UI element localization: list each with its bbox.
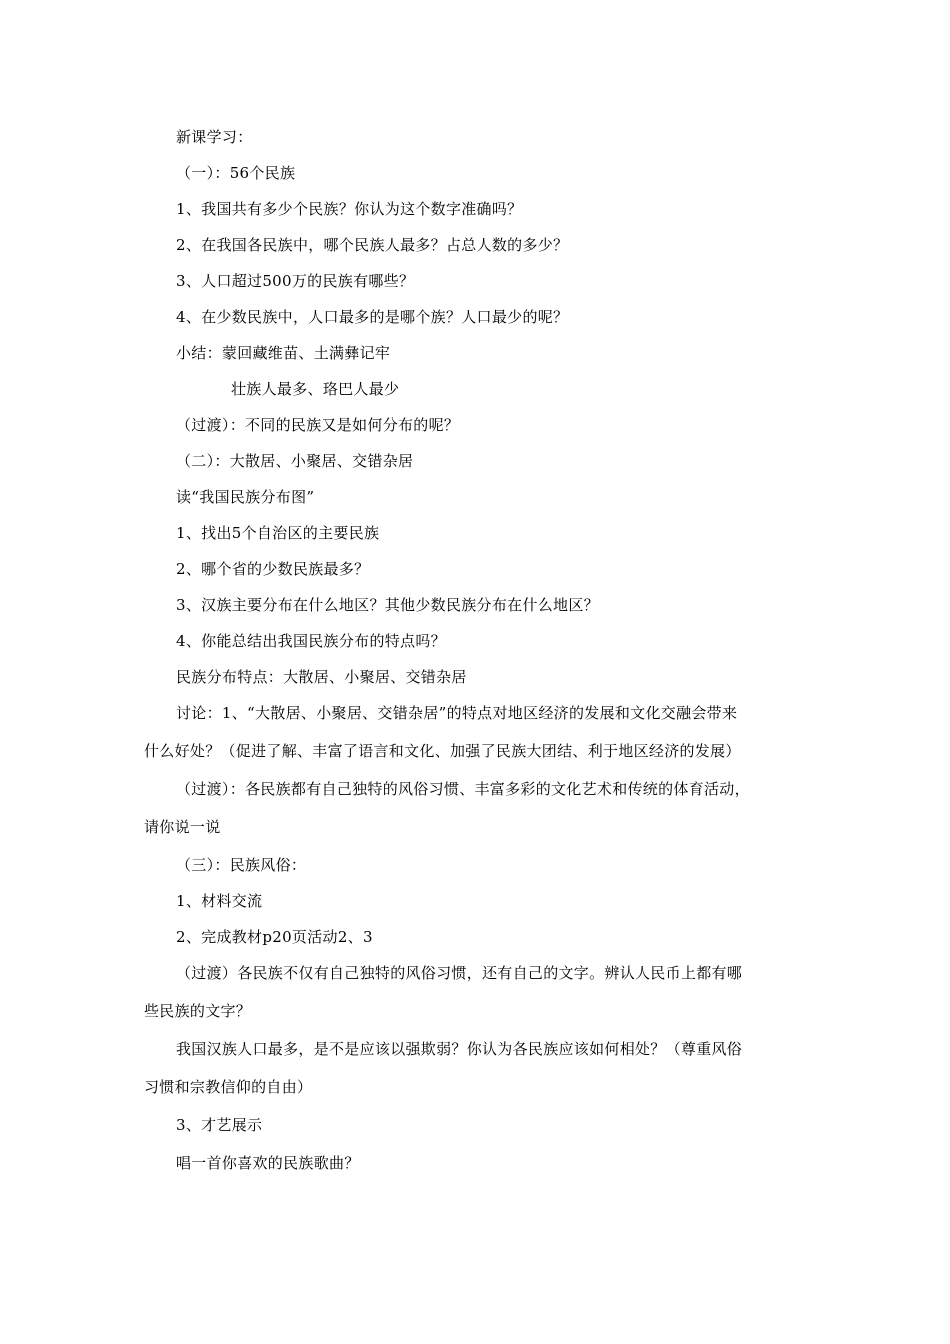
subsection-heading-1: （一）：56个民族 xyxy=(176,164,296,182)
map-reading-prompt: 读“我国民族分布图” xyxy=(176,488,315,506)
question-1: 1、我国共有多少个民族？你认为这个数字准确吗？ xyxy=(176,200,523,218)
question-3: 3、人口超过500万的民族有哪些？ xyxy=(176,272,415,290)
transition-1: （过渡）：不同的民族又是如何分布的呢？ xyxy=(176,416,460,434)
activity-3: 3、才艺展示 xyxy=(176,1116,263,1134)
summary-line: 小结：蒙回藏维苗、土满彝记牢 xyxy=(176,344,391,362)
discussion-continuation: 什么好处？（促进了解、丰富了语言和文化、加强了民族大团结、利于地区经济的发展） xyxy=(144,742,741,760)
transition-3: （过渡）各民族不仅有自己独特的风俗习惯，还有自己的文字。辨认人民币上都有哪 xyxy=(176,964,743,982)
map-question-3: 3、汉族主要分布在什么地区？其他少数民族分布在什么地区？ xyxy=(176,596,599,614)
question-2: 2、在我国各民族中，哪个民族人最多？占总人数的多少？ xyxy=(176,236,569,254)
distribution-features: 民族分布特点：大散居、小聚居、交错杂居 xyxy=(176,668,467,686)
question-4: 4、在少数民族中，人口最多的是哪个族？人口最少的呢？ xyxy=(176,308,569,326)
transition-2: （过渡）：各民族都有自己独特的风俗习惯、丰富多彩的文化艺术和传统的体育活动， xyxy=(176,780,750,798)
transition-2-continuation: 请你说一说 xyxy=(144,818,221,836)
activity-1: 1、材料交流 xyxy=(176,892,263,910)
map-question-4: 4、你能总结出我国民族分布的特点吗？ xyxy=(176,632,446,650)
map-question-1: 1、找出5个自治区的主要民族 xyxy=(176,524,380,542)
closing-prompt: 唱一首你喜欢的民族歌曲？ xyxy=(176,1154,360,1172)
reflection-continuation: 习惯和宗教信仰的自由） xyxy=(144,1078,313,1096)
transition-3-continuation: 些民族的文字？ xyxy=(144,1002,252,1020)
reflection-question: 我国汉族人口最多，是不是应该以强欺弱？你认为各民族应该如何相处？（尊重风俗 xyxy=(176,1040,743,1058)
subsection-heading-2: （二）：大散居、小聚居、交错杂居 xyxy=(176,452,414,470)
summary-continuation: 壮族人最多、珞巴人最少 xyxy=(231,380,400,398)
activity-2: 2、完成教材p20页活动2、3 xyxy=(176,928,373,946)
discussion-line: 讨论：1、“大散居、小聚居、交错杂居”的特点对地区经济的发展和文化交融会带来 xyxy=(176,704,738,722)
section-heading: 新课学习： xyxy=(176,128,253,146)
map-question-2: 2、哪个省的少数民族最多？ xyxy=(176,560,370,578)
subsection-heading-3: （三）：民族风俗： xyxy=(176,856,307,874)
